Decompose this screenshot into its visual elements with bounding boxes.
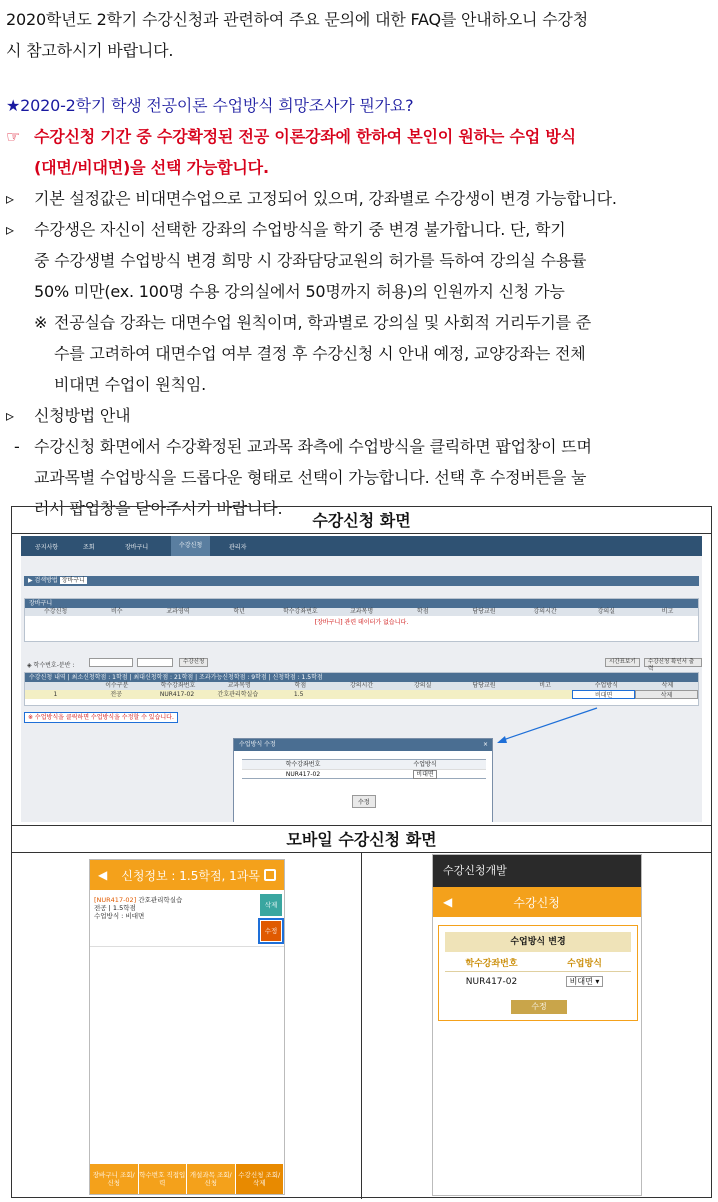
method-label: 신청방법 안내 [34, 406, 131, 425]
mobile-header: ◀ 신청정보 : 1.5학점, 1과목 [90, 860, 284, 890]
bullet-method [6, 400, 714, 431]
mobile-bottom-tabs [90, 1164, 284, 1194]
cart-table-header: 수강신청 비수 교과영역 학년 학수강좌번호 교과목명 학점 담당교원 강의시간 강의실 비고 [25, 608, 698, 616]
table-row: 1 전공 NUR417-02 간호관리학실습 1.5 비대면 삭제 [25, 690, 698, 699]
search-label: ◈ 학수번호-분반 : [27, 662, 75, 669]
triangle-bullet-icon: ▹ [6, 406, 14, 425]
policy-line-2: 중 수강생별 수업방식 변경 희망 시 강좌담당교원의 허가를 득하여 강의실 수용률 [34, 251, 587, 270]
desktop-screenshot [21, 536, 702, 822]
close-icon[interactable]: × [482, 741, 488, 748]
nav-item-active[interactable]: 수강신청 [171, 536, 210, 556]
registration-panel [24, 672, 699, 706]
popup-header: 수업방식 수정 × [234, 739, 492, 751]
confirm-print-button[interactable]: 수강신청 확인서 출력 [644, 658, 702, 667]
reference-mark-icon: ※ [34, 313, 48, 332]
note-paragraph [6, 307, 714, 400]
intro-line-1: 2020학년도 2학기 수강신청과 관련하여 주요 문의에 대한 FAQ를 안내하오니 수강청 [6, 10, 588, 29]
mobile-title: 모바일 수강신청 화면 [12, 825, 711, 853]
note-line-3: 비대면 수업이 원칙임. [54, 375, 206, 394]
screenshot-figure [11, 506, 712, 1198]
nav-item[interactable]: 장바구니 [125, 544, 149, 551]
note-line-1: 전공실습 강좌는 대면수업 원칙이며, 학과별로 강의실 및 사회적 거리두기를 준 [54, 313, 592, 332]
dash-bullet: - [14, 437, 20, 456]
popup-table: 학수강좌번호 수업방식 NUR417-02 비대면 [242, 759, 486, 779]
timetable-button[interactable]: 시간표보기 [605, 658, 640, 667]
policy-line-3: 50% 미만(ex. 100명 수용 강의실에서 50명까지 허용)의 인원까지 신청 가능 [34, 282, 565, 301]
popup-save-button[interactable]: 수정 [352, 795, 376, 808]
calendar-icon[interactable] [264, 869, 276, 881]
hint-message: ※ 수업방식을 클릭하면 수업방식을 수정할 수 있습니다. [24, 712, 178, 723]
bullet-default [6, 183, 714, 214]
method-edit-popup [233, 738, 493, 822]
course-card: [NUR417-02] 간호관리학실습 전공 | 1.5학점 수업방식 : 비대면 [94, 896, 183, 920]
note-line-2: 수를 고려하여 대면수업 여부 결정 후 수강신청 시 안내 예정, 교양강좌는 전체 [54, 344, 586, 363]
bullet-change-policy [6, 214, 714, 307]
column-divider [361, 853, 362, 1199]
mobile-save-button[interactable]: 수정 [511, 1000, 567, 1014]
teaching-method-cell[interactable]: 비대면 [572, 690, 635, 699]
mobile-screen-method-change [432, 854, 642, 1196]
mobile-delete-button[interactable]: 삭제 [260, 894, 282, 916]
bullet-default-text: 기본 설정값은 비대면수업으로 고정되어 있으며, 강좌별로 수강생이 변경 가능합니다. [34, 189, 617, 208]
tab-direct-input[interactable]: 학수번호 직접입력 [139, 1164, 188, 1194]
tab-cart[interactable]: 장바구니 조회/신청 [90, 1164, 139, 1194]
desktop-title: 수강신청 화면 [12, 507, 711, 534]
tab-course-search[interactable]: 개설과목 조회/신청 [187, 1164, 236, 1194]
callout-arrow [495, 706, 599, 746]
back-arrow-icon[interactable]: ◀ [98, 868, 108, 882]
cart-empty-message: [장바구니] 관련 데이터가 없습니다. [314, 619, 409, 626]
mobile-screen-registration [89, 859, 285, 1195]
intro-line-2: 시 참고하시기 바랍니다. [6, 41, 174, 60]
nav-item[interactable]: 공지사항 [35, 544, 59, 551]
filter-select[interactable]: 장바구니 [61, 577, 85, 584]
back-arrow-icon[interactable]: ◀ [443, 895, 453, 909]
delete-button[interactable]: 삭제 [635, 690, 698, 699]
answer-paragraph [6, 121, 714, 183]
dash-line-3: 러서 팝업창을 닫아주시기 바랍니다. [34, 499, 283, 518]
faq-document [6, 4, 714, 524]
filter-bar: ▶ 검색방법 장바구니 [24, 576, 699, 586]
registration-status: 수강신청 내역 | 최소신청학점 : 1학점 | 최대신청학점 : 21학점 | 조과가능신청학점 : 9학점 | 신청학점 : 1.5학점 [25, 673, 698, 682]
mobile-appbar: 수강신청개발 [433, 855, 641, 887]
registration-table-header: 이수구분 학수강좌번호 교과목명 학점 강의시간 강의실 담당교원 비고 수업방식 삭제 [25, 682, 698, 690]
answer-line-2: (대면/비대면)을 선택 가능합니다. [34, 158, 269, 177]
nav-item[interactable]: 관리자 [229, 544, 247, 551]
nav-item[interactable]: 조회 [83, 544, 95, 551]
section-input[interactable] [137, 658, 173, 667]
triangle-bullet-icon: ▹ [6, 189, 14, 208]
dash-line-1: 수강신청 화면에서 수강확정된 교과목 좌측에 수업방식을 클릭하면 팝업창이 뜨며 [34, 437, 592, 456]
question-heading: ★2020-2학기 학생 전공이론 수업방식 희망조사가 뭔가요? [6, 96, 414, 115]
policy-line-1: 수강생은 자신이 선택한 강좌의 수업방식을 학기 중 변경 불가합니다. 단, 학기 [34, 220, 566, 239]
method-change-box: 수업방식 변경 학수강좌번호 수업방식 NUR417-02 비대면 ▾ 수정 [438, 925, 638, 1021]
triangle-bullet-icon: ▹ [6, 220, 14, 239]
method-select[interactable]: 비대면 ▾ [566, 976, 604, 987]
method-select[interactable]: 비대면 [413, 770, 436, 779]
tab-registration[interactable]: 수강신청 조회/삭제 [236, 1164, 285, 1194]
register-button[interactable]: 수강신청 [179, 658, 208, 667]
cart-panel: 장바구니 수강신청 비수 교과영역 학년 학수강좌번호 교과목명 학점 담당교원 강의시간 강의실 비고 [장바구니] 관련 데이터가 없습니다. [24, 598, 699, 642]
mobile-edit-button[interactable]: 수정 [261, 921, 281, 941]
pointing-hand-icon: ☞ [6, 127, 21, 146]
answer-line-1: 수강신청 기간 중 수강확정된 전공 이론강좌에 한하여 본인이 원하는 수업 방식 [34, 127, 576, 146]
dash-line-2: 교과목별 수업방식을 드롭다운 형태로 선택이 가능합니다. 선택 후 수정버튼을 눌 [34, 468, 587, 487]
mobile-header: ◀ 수강신청 [433, 887, 641, 917]
desktop-nav [21, 536, 702, 556]
mobile-edit-highlight [258, 918, 284, 944]
search-input[interactable] [89, 658, 133, 667]
